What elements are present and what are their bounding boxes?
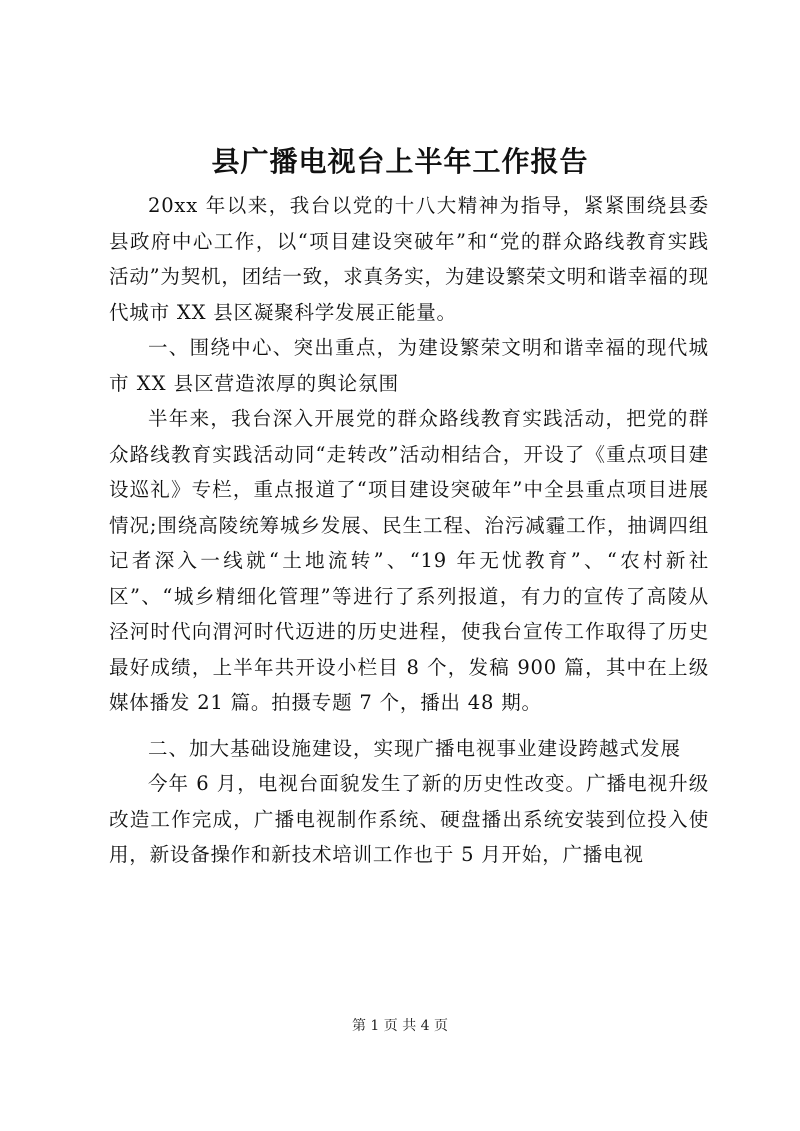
section-heading-1: 一、围绕中心、突出重点，为建设繁荣文明和谐幸福的现代城市 XX 县区营造浓厚的舆论氛围 xyxy=(109,336,709,395)
paragraph-spacer xyxy=(109,721,709,731)
page-footer: 第 1 页 共 4 页 xyxy=(351,1018,449,1034)
document-body xyxy=(109,188,709,873)
paragraph-section-2: 今年 6 月，电视台面貌发生了新的历史性改变。广播电视升级改造工作完成，广播电视制作系统、硬盘播出系统安装到位投入使用，新设备操作和新技术培训工作也于 5 月开始，广播电视 xyxy=(109,772,709,866)
paragraph-section-1: 半年来，我台深入开展党的群众路线教育实践活动，把党的群众路线教育实践活动同“走转改”活动相结合，开设了《重点项目建设巡礼》专栏，重点报道了“项目建设突破年”中全县重点项目进展情况;围绕高陵统筹城乡发展、民生工程、治污减霾工作，抽调四组记者深入一线就“土地流转”、“19 年无忧教育”、“农村新社区”、“城乡精细化管理”等进行了系列报道，有力的宣传了高陵从泾河时代向渭河时代迈进的历史进程，使我台宣传工作取得了历史最好成绩，上半年共开设小栏目 8 个，发稿 900 篇，其中在上级媒体播发 21 篇。拍摄专题 7 个，播出 48 期。 xyxy=(109,407,709,714)
document-title: 县广播电视台上半年工作报告 xyxy=(211,145,589,178)
section-heading-2: 二、加大基础设施建设，实现广播电视事业建设跨越式发展 xyxy=(148,736,682,760)
paragraph-intro: 20xx 年以来，我台以党的十八大精神为指导，紧紧围绕县委县政府中心工作，以“项目建设突破年”和“党的群众路线教育实践活动”为契机，团结一致，求真务实，为建设繁荣文明和谐幸福的现代城市 XX 县区凝聚科学发展正能量。 xyxy=(109,194,709,324)
